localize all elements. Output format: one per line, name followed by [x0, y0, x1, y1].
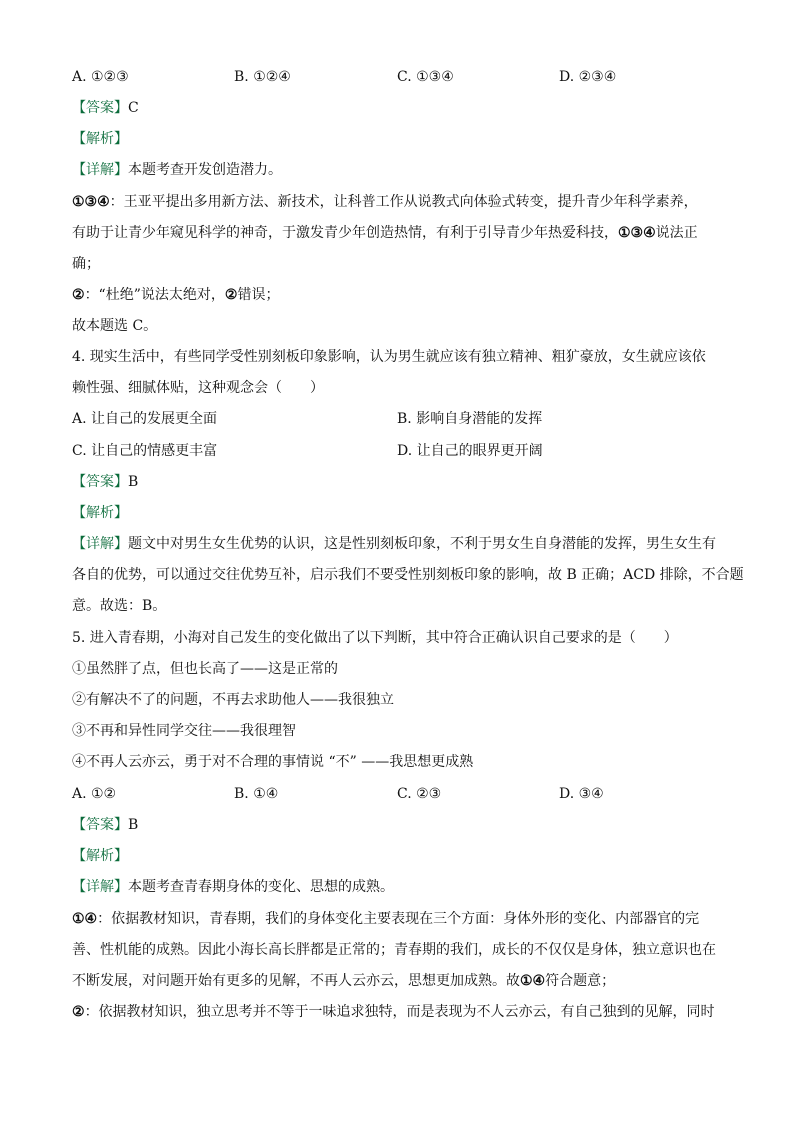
detail-label: 【详解】	[72, 162, 128, 178]
detail-text: 题文中对男生女生优势的认识，这是性别刻板印象，不利于男女生自身潜能的发挥，男生女生有	[128, 536, 716, 552]
q3-detail	[72, 160, 282, 180]
q5-item-4: ④不再人云亦云，勇于对不合理的事情说 “不” ——我思想更成熟	[72, 754, 474, 770]
q5-paragraph-2-line-1	[72, 1002, 715, 1022]
q3-paragraph-1-line-1	[72, 192, 698, 212]
paragraph-text: 说法正	[655, 225, 698, 241]
detail-text: 本题考查青春期身体的变化、思想的成熟。	[128, 879, 394, 895]
paragraph-text: 确；	[72, 256, 100, 272]
q5-item-3: ③不再和异性同学交往——我很理智	[72, 723, 296, 739]
q5-item-2: ②有解决不了的问题，不再去求助他人——我很独立	[72, 692, 394, 708]
answer-label: 【答案】	[72, 474, 128, 490]
q5-options	[72, 784, 732, 804]
analysis-label: 【解析】	[72, 505, 128, 521]
answer-value: B	[128, 817, 139, 833]
paragraph-text: 不断发展，对问题开始有更多的见解，不再人云亦云，思想更加成熟。故	[72, 973, 520, 989]
q3-option-d: D. ②③④	[559, 69, 617, 85]
analysis-label: 【解析】	[72, 131, 128, 147]
q4-options-row-1	[72, 409, 732, 429]
q3-options	[72, 67, 732, 87]
q4-answer	[72, 472, 138, 492]
q5-option-c: C. ②③	[397, 786, 442, 802]
detail-text: 本题考查开发创造潜力。	[128, 162, 282, 178]
q5-paragraph-1-line-3	[72, 971, 615, 991]
detail-label: 【详解】	[72, 879, 128, 895]
q5-paragraph-1-line-1	[72, 909, 699, 929]
analysis-label: 【解析】	[72, 848, 128, 864]
q4-option-d: D. 让自己的眼界更开阔	[397, 443, 543, 459]
q3-paragraph-1-line-2	[72, 223, 698, 243]
q4-options-row-2	[72, 441, 732, 461]
q4-analysis-label	[72, 503, 128, 523]
q5-paragraph-1-line-2: 善、性机能的成熟。因此小海长高长胖都是正常的；青春期的我们，成长的不仅仅是身体，独立意识也在	[72, 942, 716, 958]
paragraph-text: 错误；	[237, 287, 280, 303]
paragraph-text: ：王亚平提出多用新方法、新技术，让科普工作从说教式向体验式转变，提升青少年科学素养，	[109, 194, 698, 210]
q4-option-b: B. 影响自身潜能的发挥	[397, 411, 543, 427]
paragraph-text: ：“杜绝”说法太绝对，	[84, 287, 225, 303]
paragraph-text: 有助于让青少年窥见科学的神奇，于激发青少年创造热情，有利于引导青少年热爱科技，	[72, 225, 618, 241]
option-refs: ①③④	[72, 194, 110, 210]
q5-item-1: ①虽然胖了点，但也长高了——这是正常的	[72, 661, 338, 677]
detail-label: 【详解】	[72, 536, 128, 552]
q5-stem: 5. 进入青春期，小海对自己发生的变化做出了以下判断，其中符合正确认识自己要求的是（ ）	[72, 630, 678, 646]
option-refs: ①④	[72, 911, 98, 927]
option-refs: ②	[72, 1004, 85, 1020]
option-refs: ①④	[520, 973, 546, 989]
q3-analysis-label	[72, 129, 128, 149]
q4-stem-line-1: 4. 现实生活中，有些同学受性别刻板印象影响，认为男生就应该有独立精神、粗犷豪放，女生就应该依	[72, 349, 706, 365]
answer-label: 【答案】	[72, 100, 128, 116]
q3-paragraph-2	[72, 285, 279, 305]
q4-detail-line-3: 意。故选：B。	[72, 598, 167, 614]
q5-detail	[72, 877, 394, 897]
answer-label: 【答案】	[72, 817, 128, 833]
option-refs: ②	[224, 287, 238, 303]
q4-detail-line-1	[72, 534, 716, 554]
q3-option-b: B. ①②④	[234, 69, 291, 85]
answer-value: C	[128, 100, 139, 116]
option-refs: ②	[72, 287, 85, 303]
q3-option-c: C. ①③④	[397, 69, 454, 85]
q4-detail-line-2: 各自的优势，可以通过交往优势互补，启示我们不要受性别刻板印象的影响，故 B 正确；ACD 排除，不合题	[72, 567, 744, 583]
answer-value: B	[128, 474, 139, 490]
q4-option-a: A. 让自己的发展更全面	[72, 411, 218, 427]
paragraph-text: ：依据教材知识，独立思考并不等于一味追求独特，而是表现为不人云亦云，有自己独到的见解，同时	[84, 1004, 715, 1020]
q3-conclusion: 故本题选 C。	[72, 318, 158, 334]
paragraph-text: ：依据教材知识，青春期，我们的身体变化主要表现在三个方面：身体外形的变化、内部器官的完	[97, 911, 700, 927]
paragraph-text: 符合题意；	[545, 973, 616, 989]
q3-paragraph-1-line-3	[72, 254, 100, 274]
q4-stem-line-2: 赖性强、细腻体贴，这种观念会（ ）	[72, 380, 324, 396]
q5-analysis-label	[72, 846, 128, 866]
q5-answer	[72, 815, 138, 835]
q5-option-b: B. ①④	[234, 786, 279, 802]
q3-option-a: A. ①②③	[72, 69, 129, 85]
q5-option-a: A. ①②	[72, 786, 117, 802]
q4-option-c: C. 让自己的情感更丰富	[72, 443, 218, 459]
q3-answer	[72, 98, 139, 118]
option-refs: ①③④	[618, 225, 656, 241]
q5-option-d: D. ③④	[559, 786, 604, 802]
